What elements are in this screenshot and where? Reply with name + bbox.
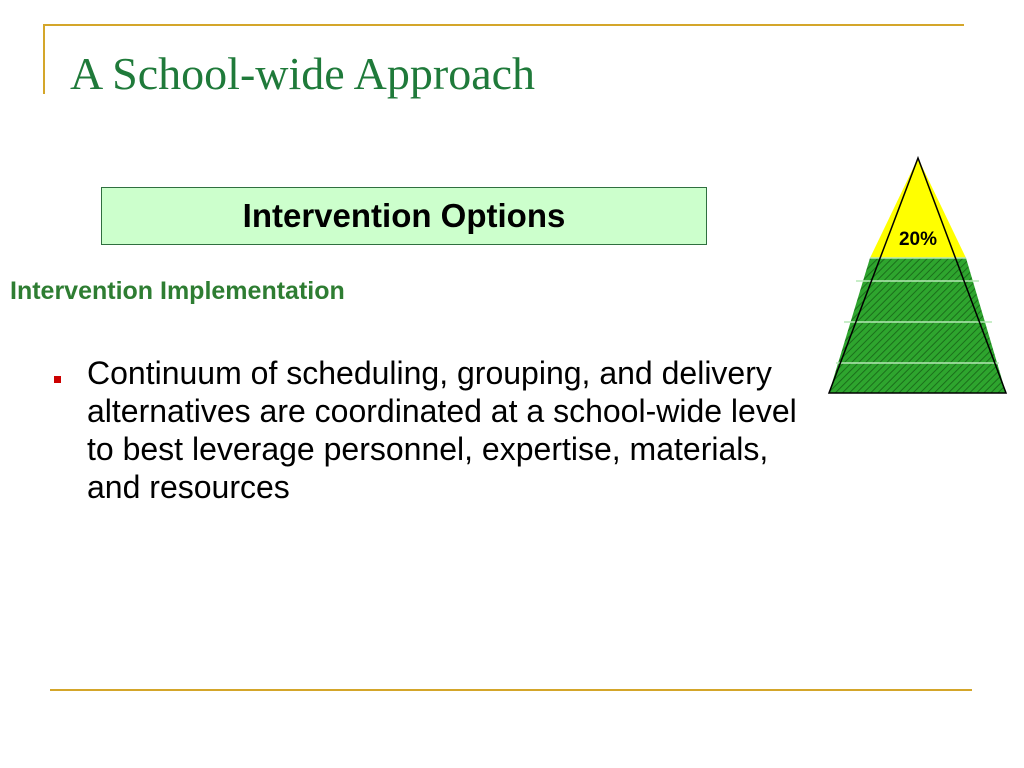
frame-bottom-rule xyxy=(50,689,972,691)
frame-left-rule xyxy=(43,24,45,94)
intervention-implementation-heading: Intervention Implementation xyxy=(10,277,345,305)
pyramid-lower-tiers xyxy=(829,258,1006,393)
bullet-item: Continuum of scheduling, grouping, and delivery alternatives are coordinated at a school-wide level to best leverage personnel, expertise, materials, and resources xyxy=(87,355,797,505)
intervention-options-label: Intervention Options xyxy=(242,197,566,234)
frame-top-rule xyxy=(43,24,964,26)
tiered-pyramid-diagram xyxy=(825,155,1011,395)
intervention-options-box xyxy=(101,187,707,245)
pyramid-top-tier-label: 20% xyxy=(898,229,938,250)
slide-title: A School-wide Approach xyxy=(70,48,536,99)
square-bullet-icon xyxy=(54,376,61,383)
